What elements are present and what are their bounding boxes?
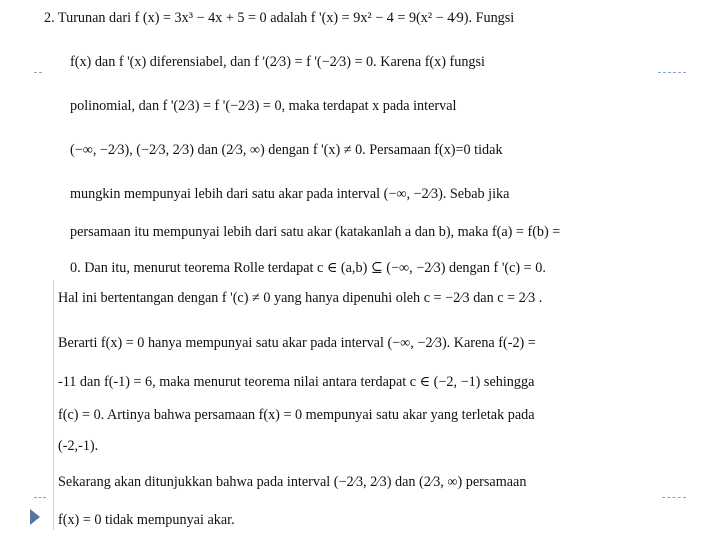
text-line-5: mungkin mempunyai lebih dari satu akar pada interval (−∞, −2⁄3). Sebab jika — [70, 186, 510, 202]
text-line-14: f(x) = 0 tidak mempunyai akar. — [58, 512, 235, 528]
text-line-12: (-2,-1). — [58, 438, 99, 454]
text-line-10: -11 dan f(-1) = 6, maka menurut teorema nilai antara terdapat c ∈ (−2, −1) sehingga — [58, 374, 535, 390]
text-line-1: 2. Turunan dari f (x) = 3x³ − 4x + 5 = 0 adalah f '(x) = 9x² − 4 = 9(x² − 4⁄9). Fungsi — [44, 10, 515, 26]
slide-border-dash — [662, 497, 686, 498]
slide-border-dash — [34, 497, 46, 498]
slide-left-rule — [53, 280, 54, 530]
text-line-7: 0. Dan itu, menurut teorema Rolle terdapat c ∈ (a,b) ⊆ (−∞, −2⁄3) dengan f '(c) = 0. — [70, 260, 546, 276]
text-line-4: (−∞, −2⁄3), (−2⁄3, 2⁄3) dan (2⁄3, ∞) dengan f '(x) ≠ 0. Persamaan f(x)=0 tidak — [70, 142, 503, 158]
slide-border-dash — [658, 72, 686, 73]
next-slide-arrow-icon[interactable] — [30, 509, 40, 525]
text-line-3: polinomial, dan f '(2⁄3) = f '(−2⁄3) = 0, maka terdapat x pada interval — [70, 98, 457, 114]
text-line-8: Hal ini bertentangan dengan f '(c) ≠ 0 yang hanya dipenuhi oleh c = −2⁄3 dan c = 2⁄3 . — [58, 290, 543, 306]
slide-border-dash — [34, 72, 42, 73]
text-line-13: Sekarang akan ditunjukkan bahwa pada interval (−2⁄3, 2⁄3) dan (2⁄3, ∞) persamaan — [58, 474, 527, 490]
text-line-11: f(c) = 0. Artinya bahwa persamaan f(x) = 0 mempunyai satu akar yang terletak pada — [58, 407, 535, 423]
text-line-6: persamaan itu mempunyai lebih dari satu akar (katakanlah a dan b), maka f(a) = f(b) = — [70, 224, 561, 240]
text-line-2: f(x) dan f '(x) diferensiabel, dan f '(2⁄3) = f '(−2⁄3) = 0. Karena f(x) fungsi — [70, 54, 485, 70]
text-line-9: Berarti f(x) = 0 hanya mempunyai satu akar pada interval (−∞, −2⁄3). Karena f(-2) = — [58, 335, 536, 351]
